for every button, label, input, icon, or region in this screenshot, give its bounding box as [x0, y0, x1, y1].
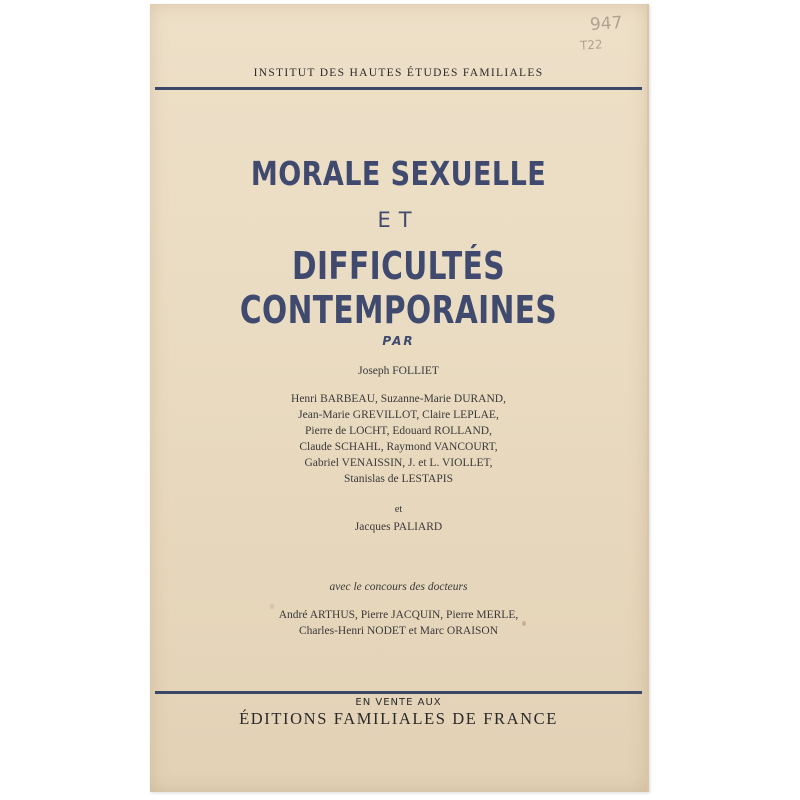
- by-label: PAR: [382, 334, 415, 348]
- doctors-line: Charles-Henri NODET et Marc ORAISON: [298, 625, 499, 637]
- contributor-line: Claude SCHAHL, Raymond VANCOURT,: [299, 441, 498, 453]
- paper-spot: [270, 604, 274, 609]
- sale-label: EN VENTE AUX: [355, 697, 442, 708]
- pencil-annotation: [568, 14, 638, 54]
- contributor-line: Gabriel VENAISSIN, J. et L. VIOLLET,: [304, 457, 493, 469]
- contributor-line: Pierre de LOCHT, Edouard ROLLAND,: [305, 425, 492, 437]
- doctors-line: André ARTHUS, Pierre JACQUIN, Pierre MERLE,: [278, 609, 519, 621]
- contributor-line: Henri BARBEAU, Suzanne-Marie DURAND,: [291, 393, 506, 405]
- pencil-note-code: T22: [579, 37, 603, 53]
- contributor-line: Jean-Marie GREVILLOT, Claire LEPLAE,: [298, 409, 499, 421]
- contributor-line: Stanislas de LESTAPIS: [344, 473, 453, 485]
- pencil-note-number: 947: [589, 12, 624, 36]
- bottom-divider: [155, 691, 642, 694]
- top-divider: [155, 87, 642, 90]
- doctors-intro: avec le concours des docteurs: [329, 581, 468, 593]
- and-label: et: [394, 504, 403, 515]
- title-line-1: MORALE SEXUELLE: [250, 154, 547, 193]
- last-author: Jacques PALIARD: [354, 521, 443, 533]
- title-line-3: DIFFICULTÉS CONTEMPORAINES: [239, 244, 558, 332]
- series-name: INSTITUT DES HAUTES ÉTUDES FAMILIALES: [253, 67, 544, 79]
- lead-author: Joseph FOLLIET: [358, 365, 439, 377]
- book-cover: [150, 4, 649, 792]
- paper-spot: [522, 621, 526, 626]
- publisher-name: ÉDITIONS FAMILIALES DE FRANCE: [239, 709, 558, 728]
- title-line-2: ET: [377, 208, 420, 232]
